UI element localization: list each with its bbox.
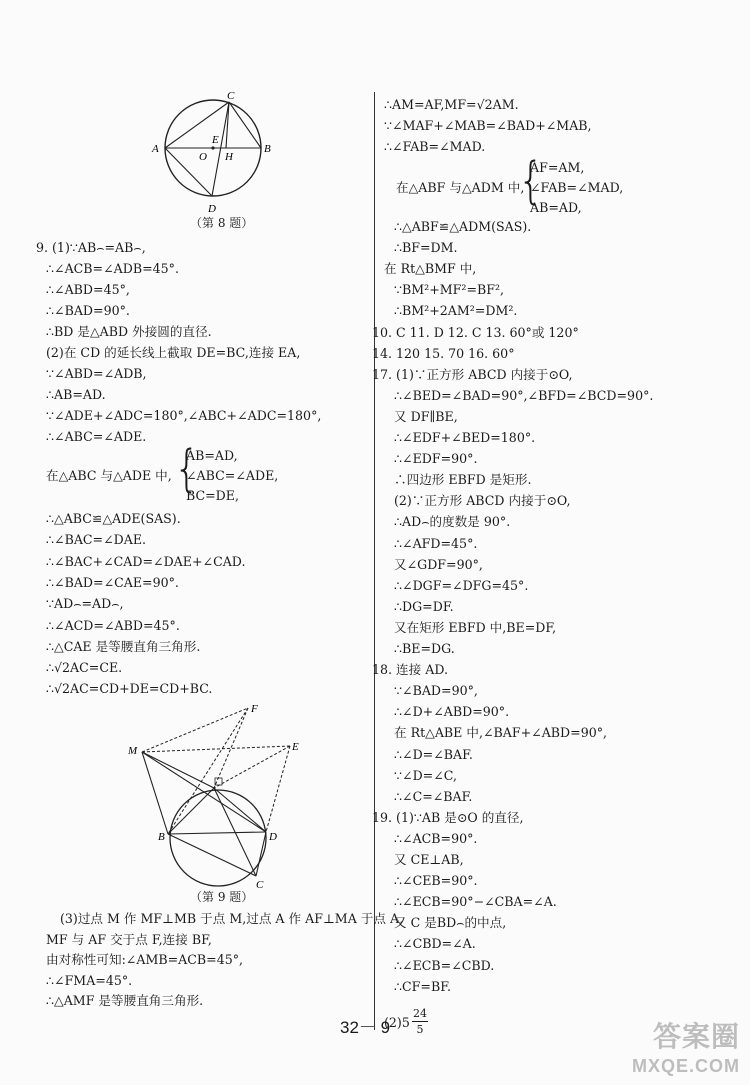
- brace-icon: {: [518, 152, 544, 210]
- fraction-numerator: 24: [413, 1007, 427, 1020]
- watermark-url: MXQE.COM: [631, 1056, 740, 1076]
- text-line: ∵∠MAF+∠MAB=∠BAD+∠MAB,: [384, 117, 592, 133]
- fig8-label-h: H: [225, 151, 233, 163]
- text-line: ∴AD⌢的度数是 90°.: [394, 514, 511, 530]
- watermark-logo-text: 答案圈: [652, 1021, 740, 1052]
- text-line: ∴△ABF≌△ADM(SAS).: [394, 219, 532, 234]
- fig9-label-e: E: [292, 741, 299, 753]
- fig9-label-f: F: [251, 703, 258, 715]
- text-line: ∴AB=AD.: [46, 387, 106, 402]
- text-line: ∴∠BAC=∠DAE.: [46, 532, 147, 548]
- text-line: ∴∠ACB=90°.: [394, 830, 478, 846]
- text-line: (2)∵正方形 ABCD 内接于⊙O,: [394, 493, 571, 509]
- text-line: ∴CF=BF.: [394, 978, 451, 994]
- text-line: ∴∠FAB=∠MAD.: [384, 138, 486, 154]
- system-row: ∠FAB=∠MAD,: [530, 180, 624, 195]
- text-line: ∴∠CBD=∠A.: [394, 936, 476, 952]
- text-line: ∴BD 是△ABD 外接圆的直径.: [46, 324, 212, 339]
- text-line: ∴∠AFD=45°.: [394, 535, 478, 551]
- text-line: 17. (1)∵正方形 ABCD 内接于⊙O,: [372, 366, 573, 382]
- text-line: ∴∠EDF+∠BED=180°.: [394, 430, 536, 445]
- column-divider: [374, 92, 375, 1030]
- text-line: ∴BE=DG.: [394, 641, 455, 656]
- text-line: ∴∠FMA=45°.: [46, 972, 133, 988]
- system-prefix: 在△ABC 与△ADE 中,: [46, 468, 172, 483]
- text-line: ∴∠ACB=∠ADB=45°.: [46, 261, 179, 276]
- fig9-label-b: B: [158, 831, 165, 843]
- fig8-label-c: C: [227, 90, 235, 102]
- system-row: AB=AD,: [530, 200, 582, 215]
- text-line: ∴∠CEB=90°.: [394, 873, 478, 889]
- text-line: ∴AM=AF,MF=√2AM.: [384, 97, 519, 112]
- text-line: 10. C 11. D 12. C 13. 60°或 120°: [372, 324, 579, 340]
- text-line: 在 Rt△BMF 中,: [384, 261, 477, 277]
- text-line: 9. (1)∵AB⌢=AB⌢,: [36, 240, 146, 255]
- text-line: 14. 120 15. 70 16. 60°: [372, 345, 515, 361]
- text-line: ∵BM²+MF²=BF²,: [394, 282, 505, 298]
- fig8-label-o: O: [199, 151, 207, 163]
- text-line: (3)过点 M 作 MF⊥MB 于点 M,过点 A 作 AF⊥MA 于点 A,: [60, 911, 404, 926]
- text-line: ∴√2AC=CD+DE=CD+BC.: [46, 681, 213, 697]
- text-line: ∴∠ECB=90°−∠CBA=∠A.: [394, 894, 557, 910]
- figure-9-caption: （第 9 题）: [190, 890, 254, 904]
- text-line: ∴DG=DF.: [394, 598, 454, 614]
- text-line: ∴∠BED=∠BAD=90°,∠BFD=∠BCD=90°.: [394, 387, 654, 403]
- text-line: ∴∠ACD=∠ABD=45°.: [46, 617, 180, 633]
- text-line: ∴∠D=∠BAF.: [394, 746, 473, 762]
- answer-19-2-prefix: (2)5: [384, 1015, 410, 1030]
- system-row: ∠ABC=∠ADE,: [186, 468, 279, 483]
- text-line: ∴∠ABC=∠ADE.: [46, 429, 147, 444]
- figure-8-circle-diagram: [150, 88, 280, 216]
- fig8-label-b: B: [264, 143, 271, 155]
- brace-icon: {: [174, 440, 200, 498]
- text-line: ∵∠BAD=90°,: [394, 683, 478, 699]
- text-line: 又 DF∥BE,: [394, 408, 458, 424]
- text-line: ∴BM²+2AM²=DM².: [394, 303, 518, 319]
- fraction-denominator: 5: [416, 1023, 424, 1036]
- fig8-label-e: E: [212, 134, 219, 146]
- figure-9-diagram: [122, 700, 322, 890]
- text-line: ∴√2AC=CE.: [46, 660, 123, 676]
- text-line: ∴∠BAD=90°.: [46, 303, 130, 318]
- text-line: ∴∠C=∠BAF.: [394, 788, 473, 804]
- system-row: AB=AD,: [186, 448, 238, 463]
- text-line: ∴∠EDF=90°.: [394, 451, 478, 467]
- text-line: 18. 连接 AD.: [372, 662, 448, 678]
- watermark: [600, 1017, 740, 1077]
- text-line: ∵∠ADE+∠ADC=180°,∠ABC+∠ADC=180°,: [46, 408, 322, 423]
- system-prefix: 在△ABF 与△ADM 中,: [396, 180, 525, 195]
- fraction-24-5: [412, 1007, 428, 1036]
- system-row: BC=DE,: [186, 488, 239, 503]
- text-line: 又 C 是BD⌢的中点,: [394, 915, 507, 931]
- text-line: ∴四边形 EBFD 是矩形.: [394, 472, 532, 488]
- system-row: AF=AM,: [530, 160, 585, 175]
- text-line: ∴∠D+∠ABD=90°.: [394, 704, 510, 720]
- page-number: 32－ 9: [340, 1018, 391, 1037]
- fig9-label-d: D: [269, 831, 277, 843]
- text-line: ∴∠ECB=∠CBD.: [394, 957, 495, 973]
- text-line: ∴△ABC≌△ADE(SAS).: [46, 511, 181, 526]
- text-line: ∴BF=DM.: [394, 240, 458, 256]
- text-line: 又∠GDF=90°,: [394, 556, 483, 572]
- fig8-label-d: D: [208, 203, 216, 215]
- text-line: ∵∠ABD=∠ADB,: [46, 366, 147, 381]
- fig9-label-c: C: [256, 879, 264, 890]
- text-line: ∵AD⌢=AD⌢,: [46, 596, 124, 612]
- text-line: ∵∠D=∠C,: [394, 767, 457, 783]
- text-line: ∴∠BAD=∠CAE=90°.: [46, 574, 179, 590]
- text-line: ∴△AMF 是等腰直角三角形.: [46, 993, 204, 1008]
- figure-8-caption: （第 8 题）: [190, 216, 254, 230]
- text-line: ∴∠ABD=45°,: [46, 282, 130, 297]
- text-line: ∴△CAE 是等腰直角三角形.: [46, 638, 201, 654]
- text-line: 又在矩形 EBFD 中,BE=DF,: [394, 619, 557, 635]
- text-line: ∴∠DGF=∠DFG=45°.: [394, 577, 529, 593]
- fig9-label-m: M: [128, 745, 138, 757]
- text-line: (2)在 CD 的延长线上截取 DE=BC,连接 EA,: [46, 345, 301, 360]
- fig8-label-a: A: [152, 143, 159, 155]
- text-line: 又 CE⊥AB,: [394, 852, 464, 867]
- text-line: 19. (1)∵AB 是⊙O 的直径,: [372, 809, 524, 825]
- text-line: MF 与 AF 交于点 F,连接 BF,: [46, 931, 212, 947]
- text-line: ∴∠BAC+∠CAD=∠DAE+∠CAD.: [46, 553, 246, 569]
- text-line: 在 Rt△ABE 中,∠BAF+∠ABD=90°,: [394, 725, 608, 741]
- text-line: 由对称性可知:∠AMB=ACB=45°,: [46, 952, 244, 967]
